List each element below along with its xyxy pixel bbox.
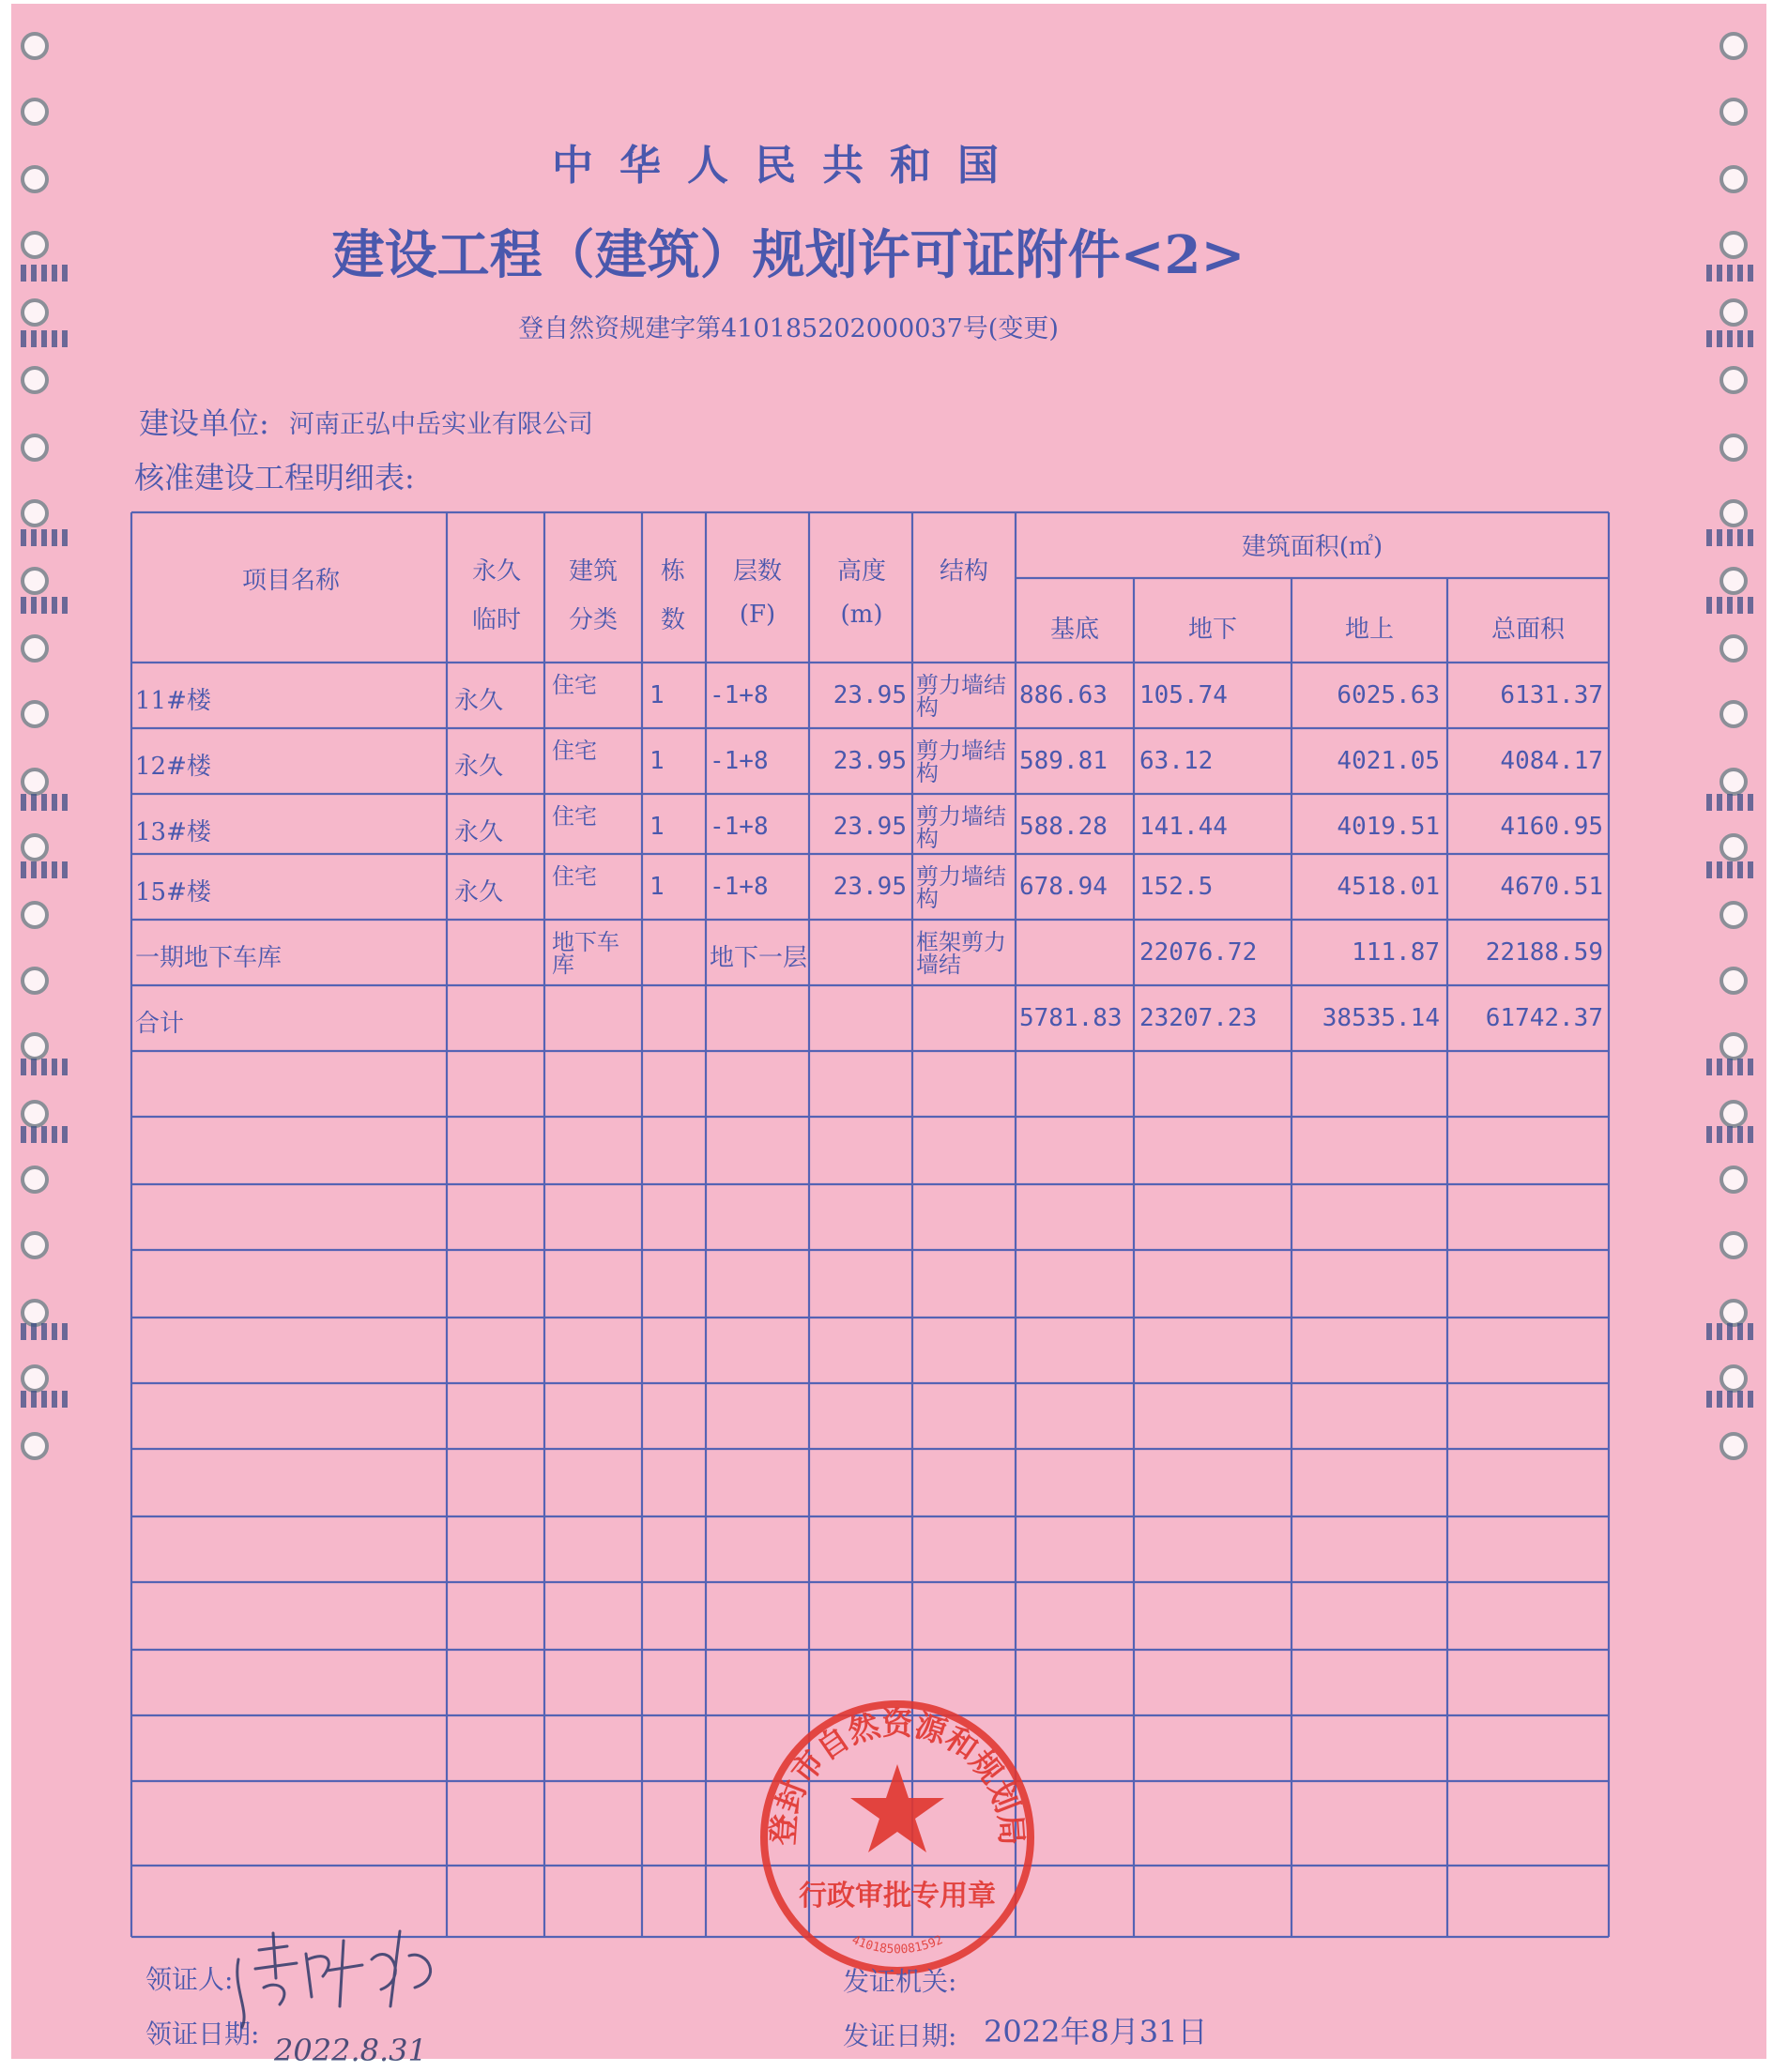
header-height-unit: (m): [840, 601, 883, 629]
header-aboveground-area: 地上: [1344, 616, 1394, 644]
svg-text:2022.8.31: 2022.8.31: [274, 2033, 427, 2068]
header-category: 建筑: [568, 557, 618, 586]
cell-structure: 框架剪力墙结: [916, 929, 1006, 978]
header-permanent: 永久: [471, 557, 521, 586]
cell-aboveground-area: 38535.14: [1322, 1004, 1440, 1032]
cell-structure: 剪力墙结构: [916, 672, 1006, 721]
header-temporary: 临时: [471, 606, 521, 634]
cell-underground-area: 105.74: [1139, 681, 1228, 709]
cell-project-name: 11#楼: [135, 687, 211, 715]
cell-structure: 剪力墙结构: [916, 803, 1006, 852]
cell-floors: -1+8: [710, 747, 769, 775]
cell-height: 23.95: [833, 813, 907, 841]
cell-category: 住宅: [552, 803, 597, 830]
cell-total-area: 6131.37: [1500, 681, 1603, 709]
cell-project-name: 一期地下车库: [135, 944, 283, 972]
svg-text:登封市自然资源和规划局: 登封市自然资源和规划局: [764, 1705, 1031, 1847]
issuer-label: 发证机关:: [843, 1966, 957, 1997]
cell-height: 23.95: [833, 681, 907, 709]
header-height: 高度: [836, 557, 886, 586]
issue-date: 2022年8月31日: [984, 2014, 1208, 2049]
cell-project-name: 12#楼: [135, 753, 211, 781]
cell-underground-area: 22076.72: [1139, 938, 1258, 967]
cell-aboveground-area: 111.87: [1352, 938, 1440, 967]
signature: [222, 1922, 503, 2072]
cell-floors: -1+8: [710, 681, 769, 709]
header-category-2: 分类: [568, 606, 618, 634]
cell-aboveground-area: 6025.63: [1337, 681, 1440, 709]
header-buildings-2: 数: [660, 606, 685, 634]
receiver-label: 领证人:: [145, 1964, 234, 1995]
cell-permanence: 永久: [454, 753, 504, 781]
cell-height: 23.95: [833, 747, 907, 775]
header-floors: 层数: [732, 557, 782, 586]
cell-category: 住宅: [552, 672, 597, 698]
cell-permanence: 永久: [454, 878, 504, 906]
cell-project-name: 15#楼: [135, 878, 211, 906]
receive-date-label: 领证日期:: [145, 2019, 260, 2049]
cell-base-area: 588.28: [1019, 813, 1108, 841]
header-total-area: 总面积: [1490, 616, 1565, 644]
cell-base-area: 886.63: [1019, 681, 1108, 709]
cell-project-name: 13#楼: [135, 818, 211, 846]
cell-floors: -1+8: [710, 813, 769, 841]
cell-category: 地下车库: [552, 929, 619, 978]
header-project-name: 项目名称: [241, 567, 340, 595]
cell-underground-area: 141.44: [1139, 813, 1228, 841]
cell-project-name: 合计: [135, 1010, 185, 1038]
cell-building-count: 1: [650, 747, 665, 775]
header-underground-area: 地下: [1187, 616, 1237, 644]
cell-total-area: 4670.51: [1500, 873, 1603, 901]
cell-total-area: 22188.59: [1485, 938, 1603, 967]
cell-base-area: 5781.83: [1019, 1004, 1123, 1032]
cell-underground-area: 23207.23: [1139, 1004, 1258, 1032]
issue-date-label: 发证日期:: [843, 2020, 957, 2051]
cell-structure: 剪力墙结构: [916, 863, 1006, 912]
svg-text:行政审批专用章: 行政审批专用章: [799, 1880, 996, 1912]
svg-text:4101850081592: 4101850081592: [849, 1932, 945, 1958]
cell-building-count: 1: [650, 873, 665, 901]
header-buildings: 栋: [660, 557, 685, 586]
header-floors-unit: (F): [739, 601, 776, 629]
cell-floors: 地下一层: [710, 944, 808, 972]
cell-total-area: 4160.95: [1500, 813, 1603, 841]
cell-structure: 剪力墙结构: [916, 738, 1006, 786]
cell-permanence: 永久: [454, 818, 504, 846]
document-number: 登自然资规建字第410185202000037号(变更): [518, 314, 1059, 343]
document-title: 建设工程（建筑）规划许可证附件<2>: [331, 224, 1246, 286]
cell-permanence: 永久: [454, 687, 504, 715]
official-seal: [757, 1697, 1038, 1978]
cell-total-area: 4084.17: [1500, 747, 1603, 775]
cell-category: 住宅: [552, 738, 597, 764]
cell-height: 23.95: [833, 873, 907, 901]
cell-floors: -1+8: [710, 873, 769, 901]
cell-base-area: 678.94: [1019, 873, 1108, 901]
unit-value: 河南正弘中岳实业有限公司: [289, 410, 593, 439]
cell-aboveground-area: 4021.05: [1337, 747, 1440, 775]
country-heading: 中华人民共和国: [552, 142, 1025, 190]
cell-aboveground-area: 4518.01: [1337, 873, 1440, 901]
cell-building-count: 1: [650, 681, 665, 709]
header-structure: 结构: [939, 557, 988, 586]
cell-building-count: 1: [650, 813, 665, 841]
cell-underground-area: 152.5: [1139, 873, 1214, 901]
cell-aboveground-area: 4019.51: [1337, 813, 1440, 841]
header-area-group: 建筑面积(㎡): [1241, 533, 1383, 561]
cell-underground-area: 63.12: [1139, 747, 1214, 775]
cell-base-area: 589.81: [1019, 747, 1108, 775]
cell-category: 住宅: [552, 863, 597, 890]
header-base-area: 基底: [1049, 616, 1099, 644]
cell-total-area: 61742.37: [1485, 1004, 1603, 1032]
unit-label: 建设单位:: [139, 405, 269, 441]
table-caption: 核准建设工程明细表:: [134, 460, 415, 495]
